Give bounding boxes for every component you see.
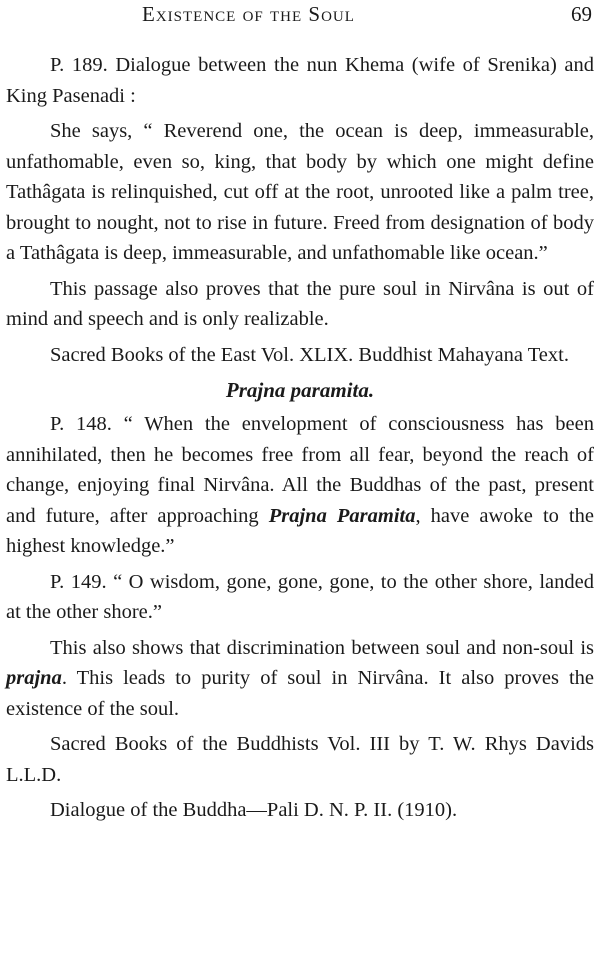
page-body xyxy=(6,50,594,831)
paragraph-discrimination xyxy=(6,633,594,725)
discrimination-text-before: This also shows that discrimination between soul and non-soul is xyxy=(50,636,594,659)
p148-text-before: P. 148. “ When the envelopment of consciousness has been annihilated, then he becomes free from all fear, beyond the reach of change, enjoying final Nirvâna. All the Buddhas of the past, present and future, after approaching xyxy=(6,413,594,527)
paragraph-p148 xyxy=(6,409,594,562)
running-head xyxy=(0,2,600,28)
discrimination-text-after: . This leads to purity of soul in Nirvâna. It also proves the existence of the soul. xyxy=(6,667,594,720)
paragraph-dialogue-intro: P. 189. Dialogue between the nun Khema (wife of Srenika) and King Pasenadi : xyxy=(6,54,594,107)
paragraph-p149: P. 149. “ O wisdom, gone, gone, gone, to the other shore, landed at the other shore.” xyxy=(6,570,594,623)
section-heading: Prajna paramita. xyxy=(225,378,375,402)
p148-text-after: , have awoke to the highest knowledge.” xyxy=(6,504,594,557)
citation-dialogue-buddha: Dialogue of the Buddha—Pali D. N. P. II. (1910). xyxy=(50,799,458,821)
discrimination-emphasis: prajna xyxy=(6,667,62,689)
paragraph-nirvana-proof: This passage also proves that the pure soul in Nirvâna is out of mind and speech and is only realizable. xyxy=(6,277,594,330)
running-title: Existence of the Soul xyxy=(142,2,355,26)
citation-sacred-books-east: Sacred Books of the East Vol. XLIX. Buddhist Mahayana Text. xyxy=(50,343,569,366)
page-number: 69 xyxy=(571,2,592,26)
citation-sacred-books-buddhists: Sacred Books of the Buddhists Vol. III by T. W. Rhys Davids L.L.D. xyxy=(6,733,594,786)
paragraph-khema-quote: She says, “ Reverend one, the ocean is deep, immeasurable, unfathomable, even so, king, that body by which one might define Tathâgata is relinquished, cut off at the root, unrooted like a palm tree, brought to nought, not to rise in future. Freed from designation of body a Tathâgata is deep, immeasurable, and unfathomable like ocean.” xyxy=(6,120,594,264)
p148-emphasis: Prajna Paramita xyxy=(268,504,416,527)
